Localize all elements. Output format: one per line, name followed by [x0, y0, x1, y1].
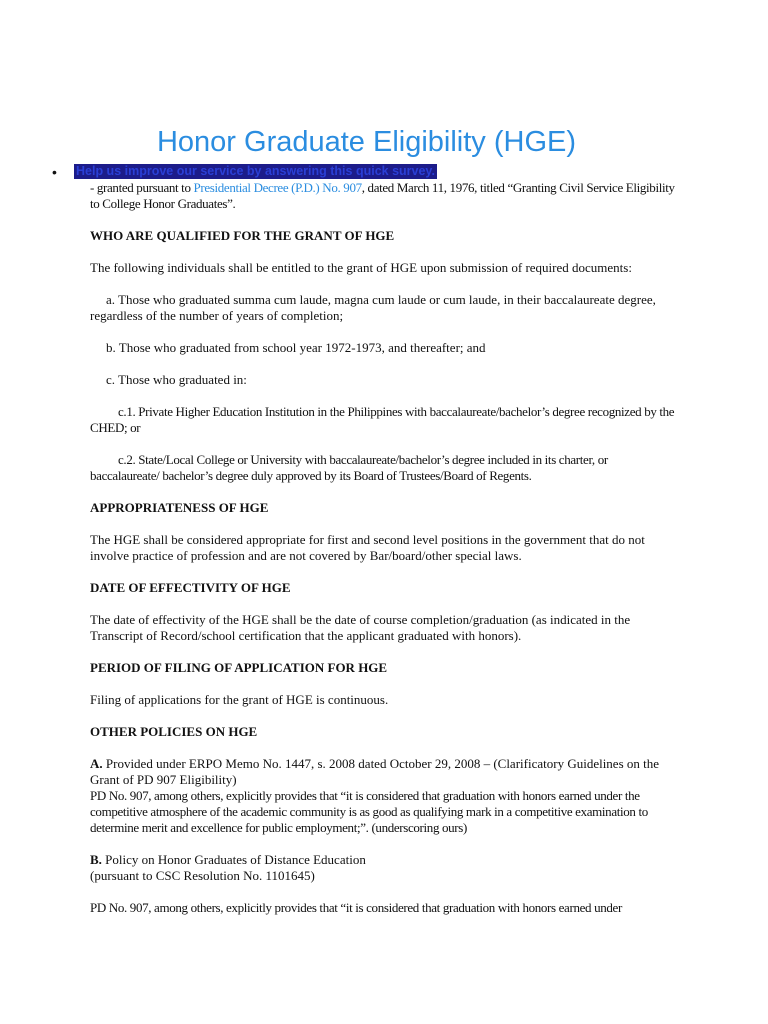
policy-a-quote: PD No. 907, among others, explicitly provides that “it is considered that graduation with honors earned under the competitive atmosphere of the academic community is as good as qualifying mark in a competitive examination to determine merit and excellence for public employment;”. (underscoring ours) — [90, 788, 648, 835]
qualified-heading: WHO ARE QUALIFIED FOR THE GRANT OF HGE — [90, 228, 395, 243]
intro-paragraph — [90, 180, 680, 212]
page-title: Honor Graduate Eligibility (HGE) — [156, 126, 577, 158]
policy-a-paragraph — [90, 756, 680, 788]
qualified-intro: The following individuals shall be entitled to the grant of HGE upon submission of required documents: — [90, 260, 632, 275]
policy-b-text: Policy on Honor Graduates of Distance Education — [101, 852, 366, 867]
effectivity-heading: DATE OF EFFECTIVITY OF HGE — [90, 580, 291, 595]
other-policies-heading: OTHER POLICIES ON HGE — [90, 724, 258, 739]
policy-b-label: B. — [90, 852, 102, 867]
item-b: b. Those who graduated from school year 1972-1973, and thereafter; and — [106, 340, 486, 355]
appropriateness-heading: APPROPRIATENESS OF HGE — [90, 500, 269, 515]
survey-link[interactable]: Help us improve our service by answering this quick survey. — [76, 164, 435, 178]
policy-a-text: Provided under ERPO Memo No. 1447, s. 2008 dated October 29, 2008 – (Clarificatory Guidelines on the Grant of PD 907 Eligibility) — [90, 756, 660, 787]
intro-prefix: - granted pursuant to — [90, 180, 194, 195]
appropriateness-text: The HGE shall be considered appropriate for first and second level positions in the government that do not involve practice of profession and are not covered by Bar/board/other special laws. — [90, 532, 645, 563]
filing-heading: PERIOD OF FILING OF APPLICATION FOR HGE — [90, 660, 388, 675]
effectivity-text: The date of effectivity of the HGE shall be the date of course completion/graduation (as indicated in the Transcript of Record/school certification that the applicant graduated with honors). — [90, 612, 631, 643]
policy-b-reference: (pursuant to CSC Resolution No. 1101645) — [90, 868, 315, 883]
item-c: c. Those who graduated in: — [106, 372, 247, 387]
policy-b-quote: PD No. 907, among others, explicitly provides that “it is considered that graduation with honors earned under — [90, 900, 622, 915]
policy-b-paragraph — [90, 852, 680, 868]
presidential-decree-link[interactable]: Presidential Decree (P.D.) No. 907 — [193, 180, 362, 195]
item-c2: c.2. State/Local College or University with baccalaureate/bachelor’s degree included in its charter, or baccalaureate/ bachelor’s degree duly approved by its Board of Trustees/Board of Regents. — [90, 452, 608, 483]
filing-text: Filing of applications for the grant of HGE is continuous. — [90, 692, 389, 707]
bullet: • — [52, 164, 57, 180]
intro-suffix: , dated March 11, 1976, titled “Granting Civil Service Eligibility to College Honor Graduates”. — [90, 180, 675, 211]
item-a: a. Those who graduated summa cum laude, magna cum laude or cum laude, in their baccalaureate degree, regardless of the number of years of completion; — [90, 292, 656, 323]
policy-a-label: A. — [90, 756, 103, 771]
item-c1: c.1. Private Higher Education Institution in the Philippines with baccalaureate/bachelor’s degree recognized by the CHED; or — [90, 404, 675, 435]
